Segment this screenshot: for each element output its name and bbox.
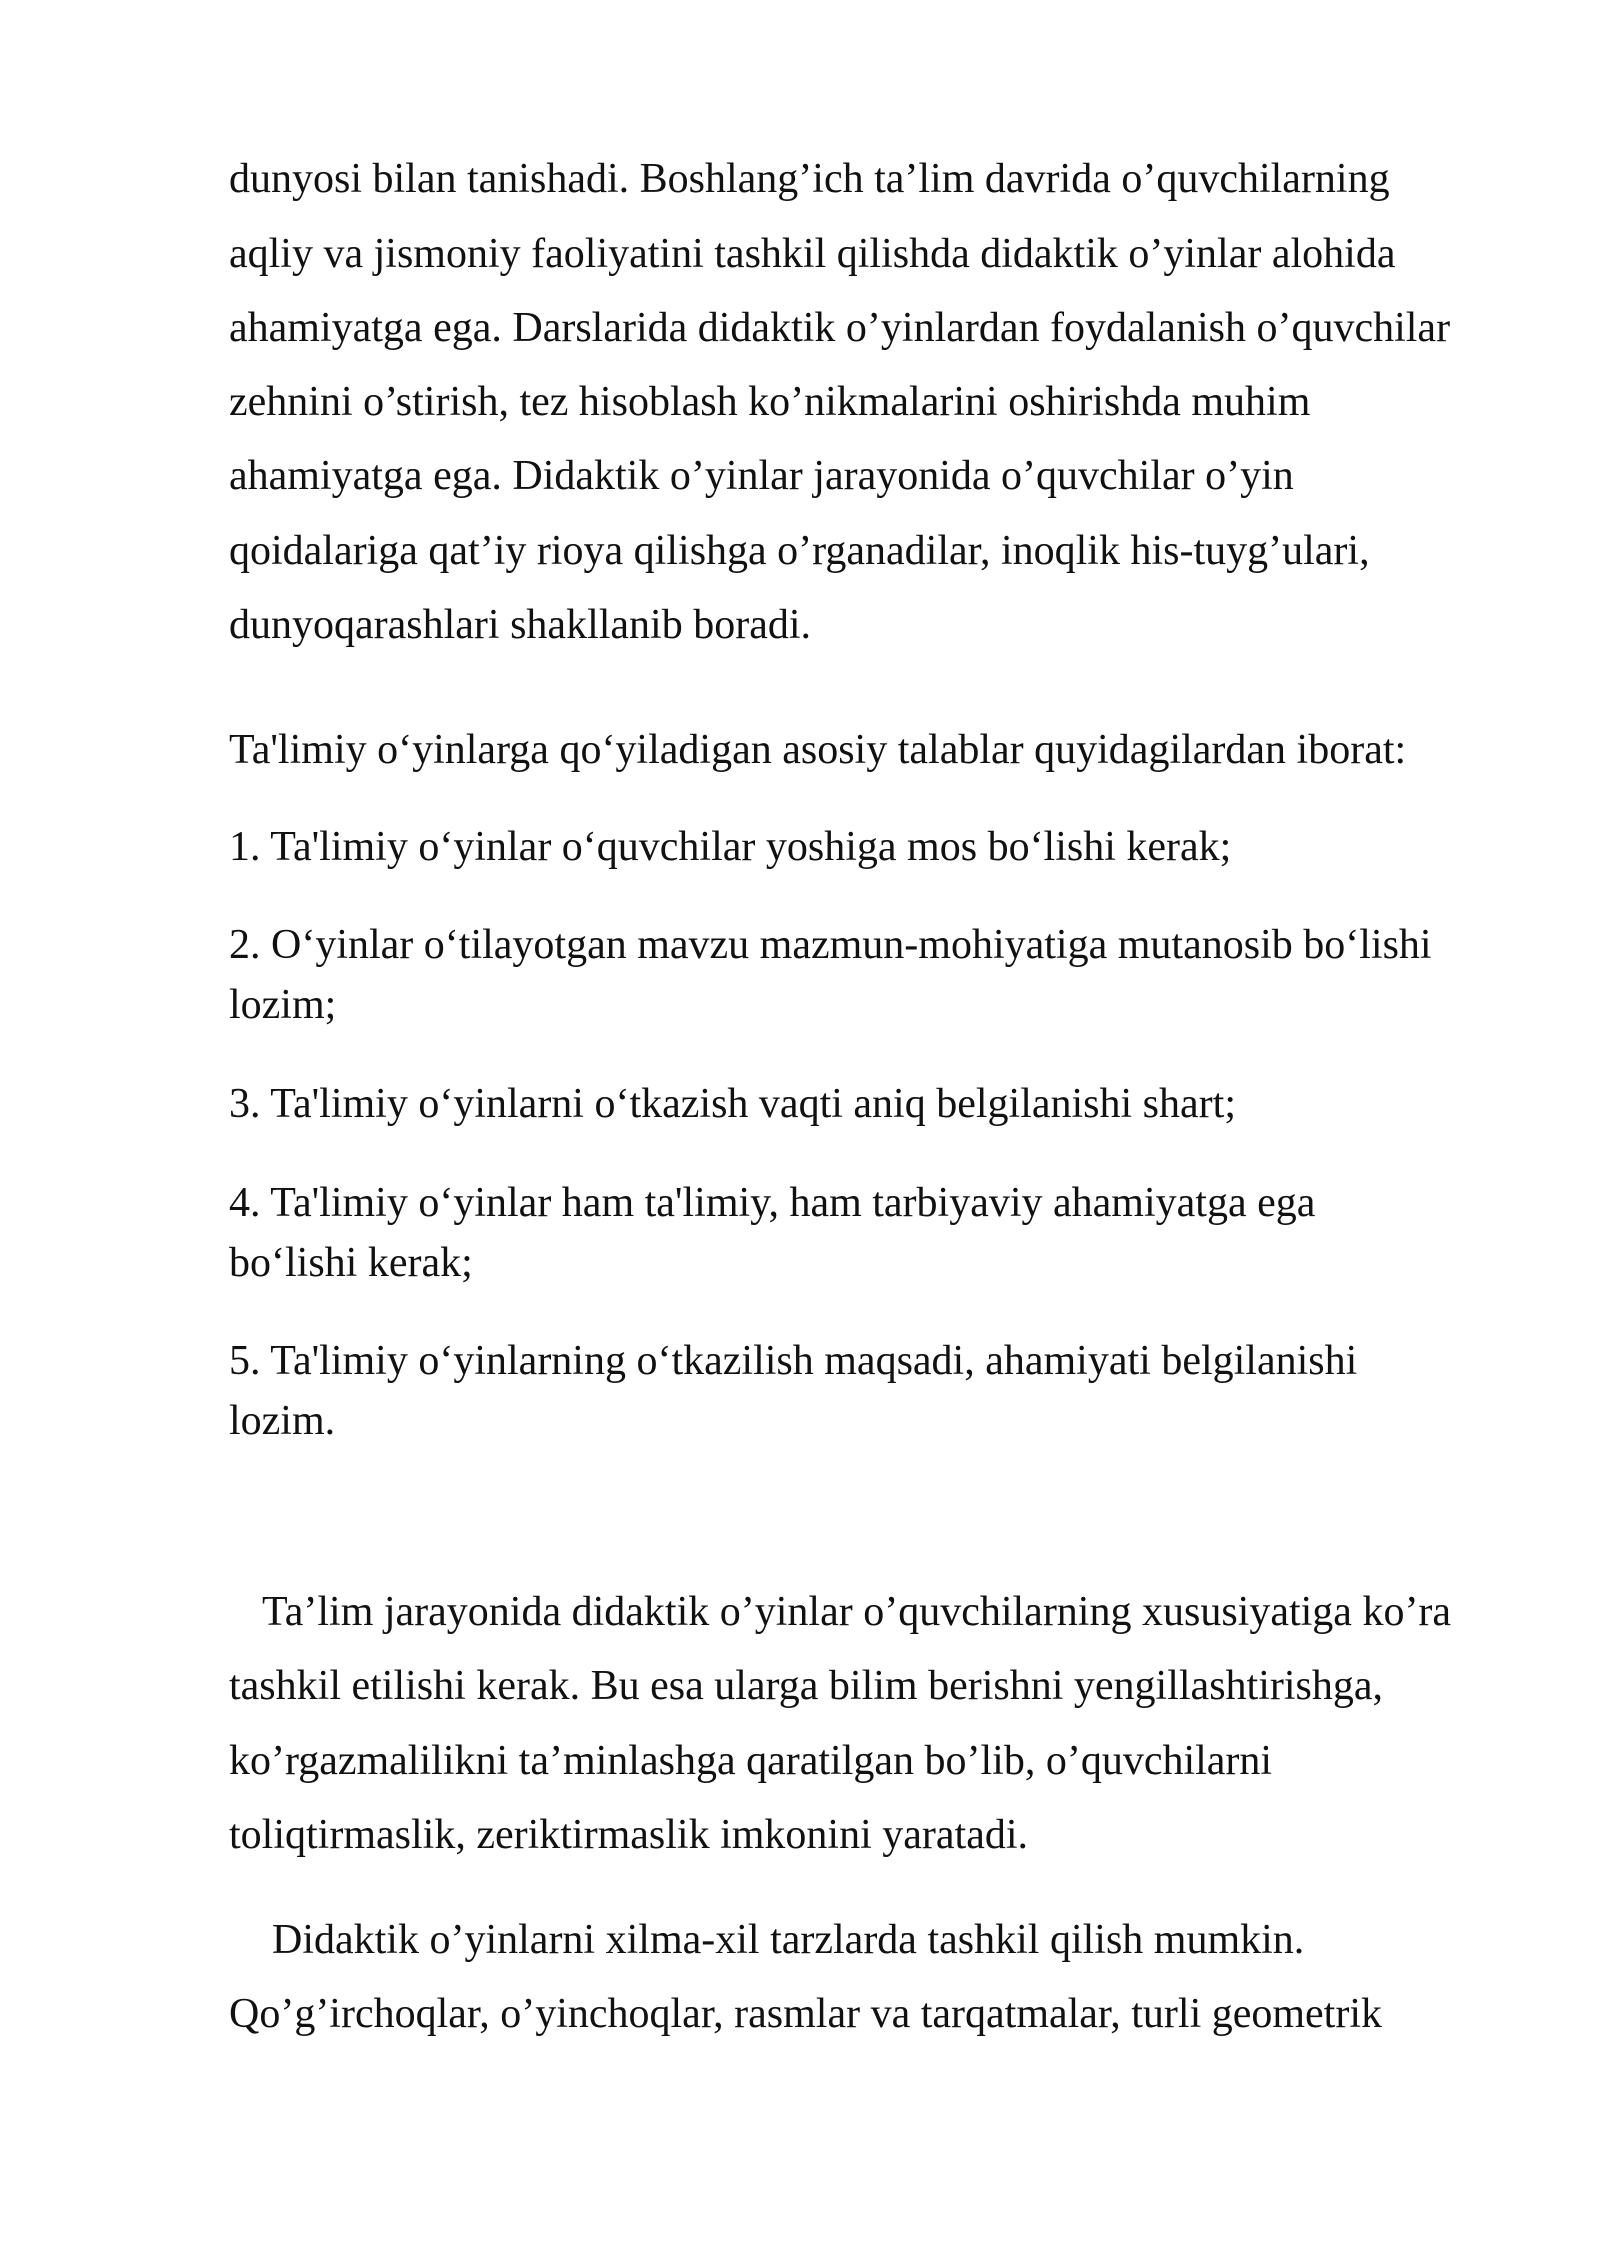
list-item-continuation: lozim.	[229, 1398, 336, 1444]
paragraph-line: zehnini o’stirish, tez hisoblash ko’nikmalarini oshirishda muhim	[229, 379, 1311, 425]
paragraph-line: toliqtirmaslik, zeriktirmaslik imkonini yaratadi.	[229, 1812, 1029, 1858]
paragraph-line: aqliy va jismoniy faoliyatini tashkil qilishda didaktik o’yinlar alohida	[229, 231, 1396, 277]
paragraph-line: qoidalariga qat’iy rioya qilishga o’rganadilar, inoqlik his-tuyg’ulari,	[229, 528, 1370, 574]
paragraph-line: Ta’lim jarayonida didaktik o’yinlar o’quvchilarning xususiyatiga ko’ra	[262, 1589, 1452, 1635]
paragraph-line: ahamiyatga ega. Didaktik o’yinlar jarayonida o’quvchilar o’yin	[229, 453, 1294, 499]
list-item: 4. Ta'limiy oʻyinlar ham ta'limiy, ham tarbiyaviy ahamiyatga ega	[229, 1180, 1316, 1226]
list-item: 1. Ta'limiy oʻyinlar oʻquvchilar yoshiga mos boʻlishi kerak;	[229, 824, 1232, 870]
paragraph-line: dunyoqarashlari shakllanib boradi.	[229, 602, 812, 648]
requirements-intro: Ta'limiy oʻyinlarga qoʻyiladigan asosiy talablar quyidagilardan iborat:	[229, 727, 1407, 773]
paragraph-line: tashkil etilishi kerak. Bu esa ularga bilim berishni yengillashtirishga,	[229, 1663, 1384, 1709]
paragraph-line: dunyosi bilan tanishadi. Boshlang’ich ta’lim davrida o’quvchilarning	[229, 156, 1390, 202]
list-item: 2. Oʻyinlar oʻtilayotgan mavzu mazmun-mohiyatiga mutanosib boʻlishi	[229, 922, 1432, 968]
paragraph-line: ahamiyatga ega. Darslarida didaktik o’yinlardan foydalanish o’quvchilar	[229, 305, 1451, 351]
list-item-continuation: lozim;	[229, 982, 337, 1028]
list-item: 3. Ta'limiy oʻyinlarni oʻtkazish vaqti aniq belgilanishi shart;	[229, 1081, 1236, 1127]
list-item-continuation: boʻlishi kerak;	[229, 1240, 473, 1286]
paragraph-line: ko’rgazmalilikni ta’minlashga qaratilgan bo’lib, o’quvchilarni	[229, 1738, 1273, 1784]
list-item: 5. Ta'limiy oʻyinlarning oʻtkazilish maqsadi, ahamiyati belgilanishi	[229, 1338, 1358, 1384]
paragraph-line: Qo’g’irchoqlar, o’yinchoqlar, rasmlar va tarqatmalar, turli geometrik	[229, 1991, 1383, 2037]
paragraph-line: Didaktik o’yinlarni xilma-xil tarzlarda tashkil qilish mumkin.	[272, 1917, 1305, 1963]
